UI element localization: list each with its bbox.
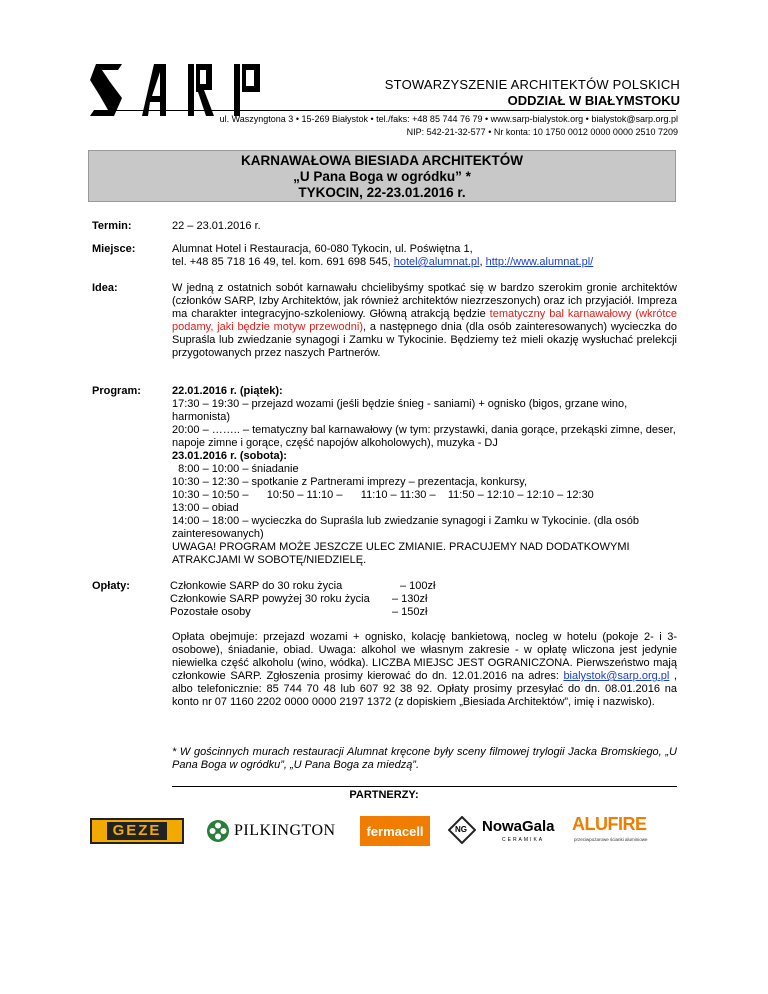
fee-name: Członkowie SARP powyżej 30 roku życia (170, 593, 370, 605)
program-day2-item: 10:30 – 12:30 – spotkanie z Partnerami imprezy – prezentacja, konkursy, (172, 476, 528, 488)
org-name-line2: ODDZIAŁ W BIAŁYMSTOKU (507, 93, 680, 108)
program-label: Program: (92, 385, 141, 397)
program-day2-item: 10:30 – 10:50 – 10:50 – 11:10 – 11:10 – 11:30 – 11:50 – 12:10 – 12:10 – 12:30 (172, 489, 594, 501)
fee-price: – 150zł (392, 606, 428, 618)
fee-row (170, 580, 470, 593)
oplaty-text-part1: Opłata obejmuje: przejazd wozami + ognisko, kolację bankietową, nocleg w hotelu (pokoje 2- i 3-osobowe), śniadanie, obiad. Uwaga: alkohol we własnym zakresie - w opłatę wliczona jest jedynie niewielka część alkoholu (wino, wódka). LICZBA MIEJSC JEST OGRANICZONA. Pierwszeństwo mają członkowie SARP. Zgłoszenia prosimy kierować do dn. 12.01.2016 na adres: (172, 631, 677, 682)
oplaty-text-part2: , albo telefonicznie: 85 744 70 48 lub 607 92 38 92. Opłaty prosimy przesyłać do dn. 08.01.2016 na konto nr 07 1160 2202 0000 0000 2197 1372 (z dopiskiem „Biesiada Architektów”, imię i nazwisko). (172, 670, 677, 708)
partner-logos (88, 812, 680, 846)
fee-price: – 130zł (392, 593, 428, 605)
event-place-date: TYKOCIN, 22-23.01.2016 r. (298, 185, 466, 200)
miejsce-value (172, 243, 677, 269)
alufire-logo-text: ALUFIRE (572, 814, 647, 834)
miejsce-contact (172, 256, 677, 269)
fee-name: Członkowie SARP do 30 roku życia (170, 580, 343, 592)
nowagala-subtext: CERAMIKA (502, 837, 545, 843)
pilkington-logo-text: PILKINGTON (234, 822, 336, 839)
address-line2: NIP: 542-21-32-577 • Nr konta: 10 1750 0012 0000 0000 2510 7209 (406, 127, 678, 137)
program-day2-item: 14:00 – 18:00 – wycieczka do Supraśla lub zwiedzanie synagogi i Zamku w Tykocinie. (dla osób zainteresowanych) (172, 515, 639, 540)
address-line1: ul. Waszyngtona 3 • 15-269 Białystok • tel./faks: +48 85 744 76 79 • www.sarp-bialystok.org • bialystok@sarp.org.pl (219, 114, 678, 124)
termin-label: Termin: (92, 220, 132, 232)
footnote: * W gościnnych murach restauracji Alumnat kręcone były sceny filmowej trylogii Jacka Bromskiego, „U Pana Boga w ogródku”, „U Pana Boga za miedzą”. (172, 746, 677, 771)
header-divider (116, 110, 676, 111)
fee-name: Pozostałe osoby (170, 606, 251, 618)
termin-value: 22 – 23.01.2016 r. (172, 220, 261, 232)
fee-list (170, 580, 470, 619)
program-notice: UWAGA! PROGRAM MOŻE JESZCZE ULEC ZMIANIE. PRACUJEMY NAD DODATKOWYMI ATRAKCJAMI W SOBOTĘ/NIEDZIELĘ. (172, 541, 630, 566)
idea-text (172, 282, 677, 360)
org-name-line1: STOWARZYSZENIE ARCHITEKTÓW POLSKICH (384, 77, 680, 92)
fee-row (170, 606, 470, 619)
fermacell-logo (360, 816, 430, 846)
program-day2-item: 13:00 – obiad (172, 502, 239, 514)
program-day1-item: 20:00 – …….. – tematyczny bal karnawałowy (w tym: przystawki, dania gorące, przekąski zimne, deser, napoje zimne i gorące, część napojów alkoholowych), muzyka - DJ (172, 424, 676, 449)
miejsce-label: Miejsce: (92, 243, 136, 255)
program-day2-item: 8:00 – 10:00 – śniadanie (172, 463, 299, 475)
miejsce-sep: , (479, 256, 486, 268)
program-day2: 23.01.2016 r. (sobota): (172, 450, 287, 462)
geze-logo-text: GEZE (107, 822, 168, 840)
hotel-email-link[interactable]: hotel@alumnat.pl (393, 256, 480, 268)
geze-logo (90, 818, 184, 844)
program-text (172, 385, 677, 567)
registration-email-link[interactable]: bialystok@sarp.org.pl (563, 670, 670, 682)
program-day1: 22.01.2016 r. (piątek): (172, 385, 283, 397)
pilkington-emblem-icon (206, 819, 230, 843)
event-title-box (88, 150, 676, 202)
event-subtitle: „U Pana Boga w ogródku” * (293, 169, 471, 184)
oplaty-description (172, 631, 677, 709)
idea-text-part2: , a następnego dnia (dla osób zainteresowanych) wycieczka do Supraśla lub zwiedzanie synagogi i Zamku w Tykocinie. Będziemy też mieli okazję wysłuchać prelekcji przygotowanych przez naszych Partnerów. (172, 321, 678, 359)
nowagala-logo (448, 814, 570, 846)
program-day1-item: 17:30 – 19:30 – przejazd wozami (jeśli będzie śnieg - saniami) + ognisko (bigos, grzane wino, harmonista) (172, 398, 628, 423)
pilkington-logo (206, 818, 348, 844)
idea-text-part1: W jedną z ostatnich sobót karnawału chcielibyśmy spotkać się w bardzo szerokim gronie architektów (członków SARP, Izby Architektów, jak również architektów niezrzeszonych) oraz ich przyjaciół. Impreza ma charakter integracyjno-szkoleniowy. Główną atrakcją będzie (172, 282, 677, 320)
miejsce-phones: tel. +48 85 718 16 49, tel. kom. 691 698 545, (172, 256, 394, 268)
hotel-url-link[interactable]: http://www.alumnat.pl/ (485, 256, 594, 268)
fermacell-logo-text: fermacell (366, 823, 424, 839)
idea-label: Idea: (92, 282, 118, 294)
alufire-subtext: przeciwpożarowe ścianki aluminiowe (574, 837, 648, 842)
partners-title: PARTNERZY: (349, 789, 419, 801)
alufire-logo (572, 814, 682, 846)
fee-row (170, 593, 470, 606)
miejsce-address: Alumnat Hotel i Restauracja, 60-080 Tykocin, ul. Poświętna 1, (172, 243, 473, 255)
oplaty-label: Opłaty: (92, 580, 130, 592)
partners-divider (172, 786, 677, 787)
event-title: KARNAWAŁOWA BIESIADA ARCHITEKTÓW (241, 153, 523, 168)
idea-highlight: tematyczny bal karnawałowy (wkrótce podamy, jaki będzie motyw przewodni) (172, 308, 677, 333)
fee-price: – 100zł (400, 580, 436, 592)
nowagala-badge-text: NG (455, 825, 467, 834)
nowagala-logo-text: NowaGala (482, 818, 555, 835)
